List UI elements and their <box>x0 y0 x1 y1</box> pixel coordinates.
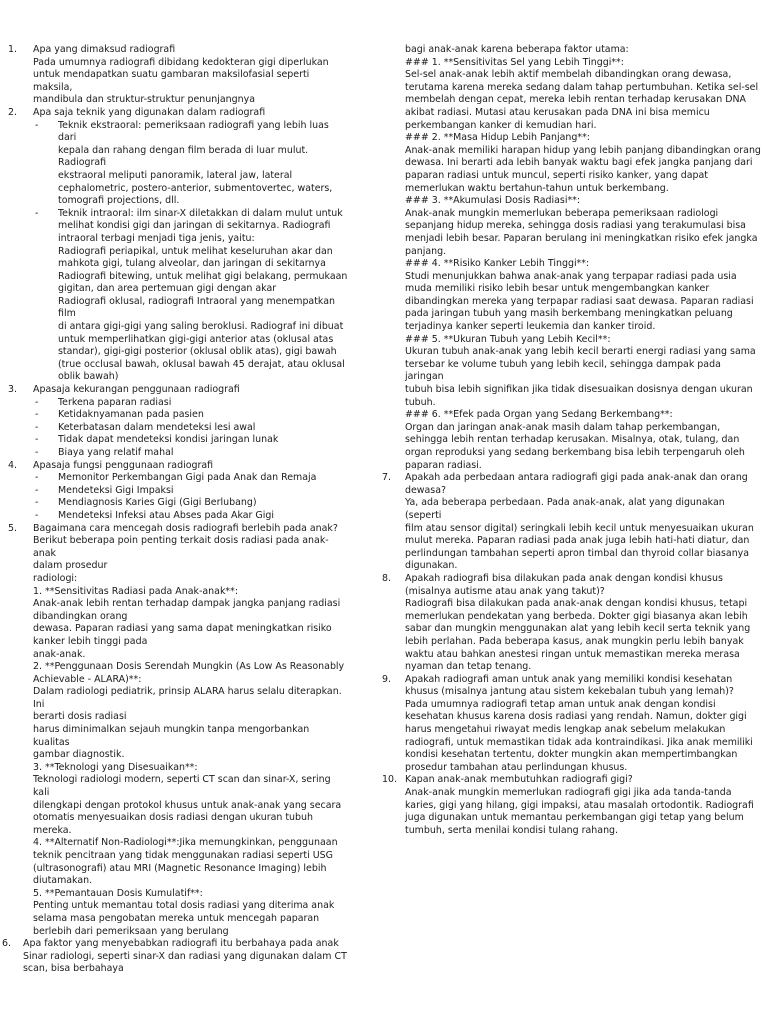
answer-line: dibandingkan mereka yang terpapar radiasi saat dewasa. Paparan radiasi <box>405 295 754 307</box>
answer-line: akibat radiasi. Mutasi atau kerusakan pada DNA ini bisa memicu <box>405 106 710 118</box>
question-title: Apa yang dimaksud radiografi <box>33 44 176 55</box>
bullet-line: ekstraoral meliputi panoramik, lateral jaw, lateral <box>58 169 293 181</box>
question-number: 6. <box>2 938 12 950</box>
answer-line: ### 5. **Ukuran Tubuh yang Lebih Kecil**: <box>405 333 611 345</box>
answer-line: tumbuh, serta menilai kondisi tulang rahang. <box>405 824 619 836</box>
bullet-line: tomografi projections, dll. <box>58 195 180 207</box>
bullet-item <box>33 120 348 208</box>
item6-continuation <box>380 44 762 472</box>
answer-line: mandibula dan struktur-struktur penunjangnya <box>33 94 255 106</box>
answer-line: dilengkapi dengan protokol khusus untuk anak-anak yang secara <box>33 799 342 811</box>
bullet-item <box>33 510 348 523</box>
bullet-line: kepala dan rahang dengan film berada di luar mulut. Radiografi <box>58 144 309 169</box>
question-title: Apasaja kekurangan penggunaan radiografi <box>33 384 240 396</box>
answer-line: Pada umumnya radiografi dibidang kedokteran gigi diperlukan <box>33 56 329 68</box>
bullet-dash: - <box>35 484 39 496</box>
question-item <box>8 107 348 384</box>
answer-line: sabar dan mungkin menggunakan alat yang lebih kecil serta teknik yang <box>405 623 751 635</box>
answer-line: tersebar ke volume tubuh yang lebih kecil, sehingga dampak pada jaringan <box>405 358 721 383</box>
bullet-line: Mendeteksi Infeksi atau Abses pada Akar Gigi <box>58 509 274 521</box>
answer-line: harus diminimalkan sejauh mungkin tanpa mengorbankan kualitas <box>33 724 310 748</box>
bullet-line: mahkota gigi, tulang alveolar, dan jaringan di sekitarnya <box>58 258 326 270</box>
bullet-dash: - <box>35 119 39 131</box>
answer-line: Anak-anak memiliki harapan hidup yang lebih panjang dibandingkan orang <box>405 144 761 156</box>
bullet-line: Memonitor Perkembangan Gigi pada Anak dan Remaja <box>58 472 317 484</box>
bullet-item <box>33 497 348 510</box>
question-title: Bagaimana cara mencegah dosis radiografi berlebih pada anak? <box>33 522 338 534</box>
answer-line: 3. **Teknologi yang Disesuaikan**: <box>33 761 198 773</box>
answer-line: prosedur tambahan atau perlindungan khusus. <box>405 761 628 773</box>
answer-line: memerlukan waktu bertahun-tahun untuk berkembang. <box>405 182 669 194</box>
answer-line: organ reproduksi yang sedang berkembang bisa lebih terpengaruh oleh <box>405 447 745 458</box>
answer-line: waktu atau bahkan anestesi ringan untuk memastikan mereka merasa <box>405 648 740 660</box>
answer-line: Kapan anak-anak membutuhkan radiografi gigi? <box>405 774 633 786</box>
answer-line: perkembangan kanker di kemudian hari. <box>405 119 597 131</box>
bullet-item <box>33 485 348 498</box>
answer-line: Organ dan jaringan anak-anak masih dalam tahap perkembangan, <box>405 421 721 433</box>
bullet-dash: - <box>35 434 39 446</box>
answer-line: 1. **Sensitivitas Radiasi pada Anak-anak**: <box>33 585 239 597</box>
answer-line: berarti dosis radiasi <box>33 711 127 723</box>
answer-line: otomatis menyesuaikan dosis radiasi dengan ukuran tubuh mereka. <box>33 812 313 836</box>
answer-line: 5. **Pemantauan Dosis Kumulatif**: <box>33 887 203 899</box>
bullet-dash: - <box>35 421 39 433</box>
answer-line: Sinar radiologi, seperti sinar-X dan radiasi yang digunakan dalam CT <box>23 950 347 962</box>
bullet-line: melihat kondisi gigi dan jaringan di sekitarnya. Radiografi <box>58 220 331 232</box>
answer-line: perlindungan tambahan seperti apron timbal dan thyroid collar biasanya <box>405 547 750 559</box>
question-number: 2. <box>8 106 18 118</box>
answer-line: panjang. <box>405 245 447 257</box>
bullet-dash: - <box>35 409 39 421</box>
answer-line: dibandingkan orang <box>33 610 128 622</box>
answer-line: sepanjang hidup mereka, sehingga dosis radiasi yang terakumulasi bisa <box>405 220 746 232</box>
answer-line: selama masa pengobatan mereka untuk mencegah paparan <box>33 912 320 924</box>
answer-line: lebih perlahan. Pada beberapa kasus, anak mungkin perlu lebih banyak <box>405 635 744 647</box>
answer-line: Apa faktor yang menyebabkan radiografi itu berbahaya pada anak <box>23 938 339 950</box>
bullet-item <box>33 409 348 422</box>
bullet-item <box>33 397 348 410</box>
question-item <box>380 573 762 674</box>
answer-line: tubuh. <box>405 396 436 408</box>
answer-line: terutama karena mereka sedang dalam tahap pertumbuhan. Ketika sel-sel <box>405 81 759 93</box>
bullet-line: Keterbatasan dalam mendeteksi lesi awal <box>58 421 256 433</box>
answer-line: membelah dengan cepat, mereka lebih rentan terhadap kerusakan DNA <box>405 94 746 106</box>
answer-line: nyaman dan tetap tenang. <box>405 661 532 673</box>
question-item-6 <box>2 938 348 976</box>
bullet-line: Mendeteksi Gigi Impaksi <box>58 484 174 496</box>
answer-line: ### 3. **Akumulasi Dosis Radiasi**: <box>405 195 581 207</box>
answer-line: Ya, ada beberapa perbedaan. Pada anak-anak, alat yang digunakan (seperti <box>405 497 725 521</box>
answer-line: Anak-anak mungkin memerlukan radiografi gigi jika ada tanda-tanda <box>405 787 732 799</box>
bullet-line: Radiografi periapikal, untuk melihat keseluruhan akar dan <box>58 245 333 257</box>
answer-line: Teknologi radiologi modern, seperti CT scan dan sinar-X, sering kali <box>33 774 331 799</box>
answer-line: harus mengetahui riwayat medis lengkap anak sebelum melakukan <box>405 724 726 736</box>
answer-line: paparan radiasi. <box>405 459 482 471</box>
question-item <box>8 460 348 523</box>
bullet-line: Teknik ekstraoral: pemeriksaan radiografi yang lebih luas dari <box>58 119 329 144</box>
answer-line: Pada umumnya radiografi tetap aman untuk anak dengan kondisi <box>405 698 716 710</box>
answer-line: pada jaringan tubuh yang masih berkembang meningkatkan peluang <box>405 308 733 320</box>
question-title: Apasaja fungsi penggunaan radiografi <box>33 459 214 471</box>
answer-line: teknik pencitraan yang tidak menggunakan radiasi seperti USG <box>33 850 333 861</box>
answer-line: berlebih dari pemeriksaan yang berulang <box>33 925 229 937</box>
answer-line: gambar diagnostik. <box>33 749 125 761</box>
question-number: 3. <box>8 384 18 396</box>
answer-line: Sel-sel anak-anak lebih aktif membelah dibandingkan orang dewasa, <box>405 69 732 81</box>
answer-line: digunakan. <box>405 560 458 572</box>
answer-line: karies, gigi yang hilang, gigi impaksi, atau masalah ortodontik. Radiografi <box>405 799 754 811</box>
answer-line: 4. **Alternatif Non-Radiologi**:Jika memungkinkan, penggunaan <box>33 837 338 849</box>
answer-line: dalam prosedur <box>33 560 108 572</box>
answer-line: terjadinya kanker seperti leukemia dan kanker tiroid. <box>405 321 656 333</box>
answer-line: Berikut beberapa poin penting terkait dosis radiasi pada anak-anak <box>33 535 329 559</box>
answer-line: kondisi kesehatan tertentu, dokter mungkin akan mempertimbangkan <box>405 749 738 761</box>
right-column <box>380 44 762 837</box>
bullet-line: standar), gigi-gigi posterior (oklusal oblik atas), gigi bawah <box>58 346 337 358</box>
answer-line: ### 6. **Efek pada Organ yang Sedang Berkembang**: <box>405 409 673 421</box>
answer-line: untuk mendapatkan suatu gambaran maksilofasial seperti maksila, <box>33 69 310 93</box>
bullet-line: Terkena paparan radiasi <box>58 396 172 408</box>
answer-line: Anak-anak lebih rentan terhadap dampak jangka panjang radiasi <box>33 598 341 610</box>
answer-line: menjadi lebih besar. Paparan berulang ini meningkatkan risiko efek jangka <box>405 232 758 244</box>
bullet-dash: - <box>35 207 39 219</box>
bullet-line: di antara gigi-gigi yang saling beroklusi. Radiograf ini dibuat <box>58 321 344 333</box>
bullet-item <box>33 208 348 384</box>
question-title: Apa saja teknik yang digunakan dalam radiografi <box>33 106 266 118</box>
answer-line: tubuh bisa lebih signifikan jika tidak disesuaikan dosisnya dengan ukuran <box>405 384 753 396</box>
answer-line: anak-anak. <box>33 648 86 660</box>
bullet-line: Tidak dapat mendeteksi kondisi jaringan lunak <box>58 434 279 446</box>
question-number: 1. <box>8 44 18 55</box>
answer-line: Apakah radiografi aman untuk anak yang memiliki kondisi kesehatan <box>405 673 733 685</box>
answer-line: dewasa? <box>405 484 447 496</box>
bullet-line: intraoral terbagi menjadi tiga jenis, yaitu: <box>58 232 255 244</box>
question-number: 7. <box>382 472 392 484</box>
answer-line: dewasa. Ini berarti ada lebih banyak waktu bagi efek jangka panjang dari <box>405 157 753 169</box>
answer-line: kanker lebih tinggi pada <box>33 635 148 647</box>
answer-line: (misalnya autisme atau anak yang takut)? <box>405 585 605 597</box>
answer-line: juga digunakan untuk memantau perkembangan gigi tetap yang belum <box>405 812 744 824</box>
bullet-item <box>33 472 348 485</box>
answer-line: ### 1. **Sensitivitas Sel yang Lebih Tinggi**: <box>405 56 624 68</box>
answer-line: scan, bisa berbahaya <box>23 963 124 975</box>
bullet-dash: - <box>35 447 39 458</box>
answer-line: Ukuran tubuh anak-anak yang lebih kecil berarti energi radiasi yang sama <box>405 346 756 358</box>
answer-line: Studi menunjukkan bahwa anak-anak yang terpapar radiasi pada usia <box>405 270 737 282</box>
question-item <box>380 674 762 775</box>
bullet-item <box>33 422 348 435</box>
bullet-line: untuk memperlihatkan gigi-gigi anterior atas (oklusal atas <box>58 333 334 345</box>
question-item <box>8 384 348 460</box>
bullet-line: Biaya yang relatif mahal <box>58 447 174 458</box>
question-item <box>8 44 348 107</box>
bullet-item <box>33 434 348 447</box>
answer-line: dewasa. Paparan radiasi yang sama dapat meningkatkan risiko <box>33 623 332 635</box>
answer-line: Dalam radiologi pediatrik, prinsip ALARA harus selalu diterapkan. Ini <box>33 686 342 710</box>
answer-line: Penting untuk memantau total dosis radiasi yang diterima anak <box>33 900 335 912</box>
answer-line: Apakah ada perbedaan antara radiografi gigi pada anak-anak dan orang <box>405 472 748 484</box>
answer-line: (ultrasonografi) atau MRI (Magnetic Resonance Imaging) lebih <box>33 862 327 874</box>
answer-line: ### 4. **Risiko Kanker Lebih Tinggi**: <box>405 258 590 270</box>
left-column <box>2 44 348 976</box>
question-number: 9. <box>382 673 392 685</box>
answer-line: 2. **Penggunaan Dosis Serendah Mungkin (As Low As Reasonably <box>33 661 345 673</box>
bullet-line: gigitan, dan area pertemuan gigi dengan akar <box>58 283 277 295</box>
answer-line: kesehatan khusus karena dosis radiasi yang rendah. Namun, dokter gigi <box>405 711 747 723</box>
answer-line: memerlukan pendekatan yang berbeda. Dokter gigi biasanya akan lebih <box>405 610 748 622</box>
answer-line: film atau sensor digital) seringkali lebih kecil untuk menyesuaikan ukuran <box>405 522 754 534</box>
bullet-line: Radiografi bitewing, untuk melihat gigi belakang, permukaan <box>58 270 348 282</box>
bullet-item <box>33 447 348 460</box>
question-number: 10. <box>382 774 398 786</box>
answer-line: ### 2. **Masa Hidup Lebih Panjang**: <box>405 132 590 144</box>
bullet-line: Teknik intraoral: ilm sinar-X diletakkan di dalam mulut untuk <box>58 207 343 219</box>
bullet-line: (true occlusal bawah, oklusal bawah 45 derajat, atau oklusal <box>58 358 345 370</box>
bullet-line: Mendiagnosis Karies Gigi (Gigi Berlubang) <box>58 497 257 509</box>
bullet-line: cephalometric, postero-anterior, submentovertec, waters, <box>58 182 333 194</box>
bullet-dash: - <box>35 509 39 521</box>
question-number: 5. <box>8 522 18 534</box>
answer-line: Achievable - ALARA)**: <box>33 673 142 685</box>
answer-line: mulut mereka. Paparan radiasi pada anak juga lebih hati-hati diatur, dan <box>405 535 750 547</box>
bullet-line: oblik bawah) <box>58 371 119 383</box>
answer-line: khusus (misalnya jantung atau sistem kekebalan tubuh yang lemah)? <box>405 686 734 698</box>
question-item <box>380 774 762 837</box>
question-number: 8. <box>382 572 392 584</box>
answer-line: Apakah radiografi bisa dilakukan pada anak dengan kondisi khusus <box>405 572 723 584</box>
answer-line: diutamakan. <box>33 875 93 887</box>
answer-line: radiografi, untuk memastikan tidak ada kontraindikasi. Jika anak memiliki <box>405 736 753 748</box>
bullet-dash: - <box>35 396 39 408</box>
question-item <box>380 472 762 573</box>
answer-line: Radiografi bisa dilakukan pada anak-anak dengan kondisi khusus, tetapi <box>405 598 748 610</box>
question-item <box>8 523 348 939</box>
bullet-line: Radiografi oklusal, radiografi Intraoral yang menempatkan film <box>58 295 335 320</box>
question-number: 4. <box>8 459 18 471</box>
bullet-dash: - <box>35 497 39 509</box>
answer-line: Anak-anak mungkin memerlukan beberapa pemeriksaan radiologi <box>405 207 719 219</box>
answer-line: sehingga lebih rentan terhadap kerusakan. Misalnya, otak, tulang, dan <box>405 434 740 446</box>
answer-line: bagi anak-anak karena beberapa faktor utama: <box>405 44 629 55</box>
answer-line: paparan radiasi untuk muncul, seperti risiko kanker, yang dapat <box>405 169 708 181</box>
bullet-dash: - <box>35 472 39 484</box>
bullet-line: Ketidaknyamanan pada pasien <box>58 409 204 421</box>
answer-line: radiologi: <box>33 572 78 584</box>
answer-line: muda memiliki risiko lebih besar untuk mengembangkan kanker <box>405 283 710 295</box>
